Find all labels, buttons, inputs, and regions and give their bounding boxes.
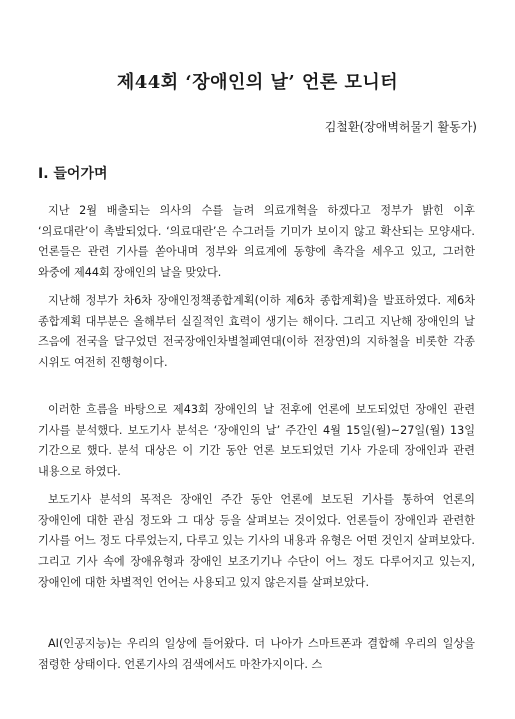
author-line: 김철환(장애벽허물기 활동가) <box>324 120 477 134</box>
body-paragraph: 지난해 정부가 차6차 장애인정책종합계획(이하 제6차 종합계획)을 발표하였다. 제6차 종합계획 대부분은 올해부터 실질적인 효력이 생기는 해이다. 그리고 지난해 장애인의 날 즈음에 전국을 달구었던 전국장애인차별철폐연대(이하 전장연)의 지하철을 비롯한 각종 시위도 여전히 진행형이다. <box>38 294 475 370</box>
section-heading: Ⅰ. 들어가며 <box>38 166 108 182</box>
body-paragraph: 지난 2월 배출되는 의사의 수를 늘려 의료개혁을 하겠다고 정부가 밝힌 이후 ‘의료대란’이 촉발되었다. ‘의료대란’은 수그러들 기미가 보이지 않고 확산되는 모양새다. 언론들은 관련 기사를 쏟아내며 정부와 의료계에 동향에 촉각을 세우고 있고, 그러한 와중에 제44회 장애인의 날을 맞았다. <box>38 204 475 280</box>
body-paragraph: 보도기사 분석의 목적은 장애인 주간 동안 언론에 보도된 기사를 통하여 언론의 장애인에 대한 관심 정도와 그 대상 등을 살펴보는 것이었다. 언론들이 장애인과 관련한 기사를 어느 정도 다루었는지, 다루고 있는 기사의 내용과 유형은 어떤 것인지 살펴보았다. 그리고 기사 속에 장애유형과 장애인 보조기기나 수단이 어느 정도 다루어지고 있는지, 장애인에 대한 차별적인 언어는 사용되고 있지 않은지를 살펴보았다. <box>38 493 475 589</box>
body-paragraph: 이러한 흐름을 바탕으로 제43회 장애인의 날 전후에 언론에 보도되었던 장애인 관련 기사를 분석했다. 보도기사 분석은 ‘장애인의 날’ 주간인 4월 15일(월)~27일(월) 13일 기간으로 했다. 분석 대상은 이 기간 동안 언론 보도되었던 기사 가운데 장애인과 관련 내용으로 하였다. <box>38 403 475 479</box>
document-title: 제44회 ‘장애인의 날’ 언론 모니터 <box>116 72 399 93</box>
body-paragraph: AI(인공지능)는 우리의 일상에 들어왔다. 더 나아가 스마트폰과 결합해 우리의 일상을 점령한 상태이다. 언론기사의 검색에서도 마찬가지이다. 스 <box>38 637 475 671</box>
